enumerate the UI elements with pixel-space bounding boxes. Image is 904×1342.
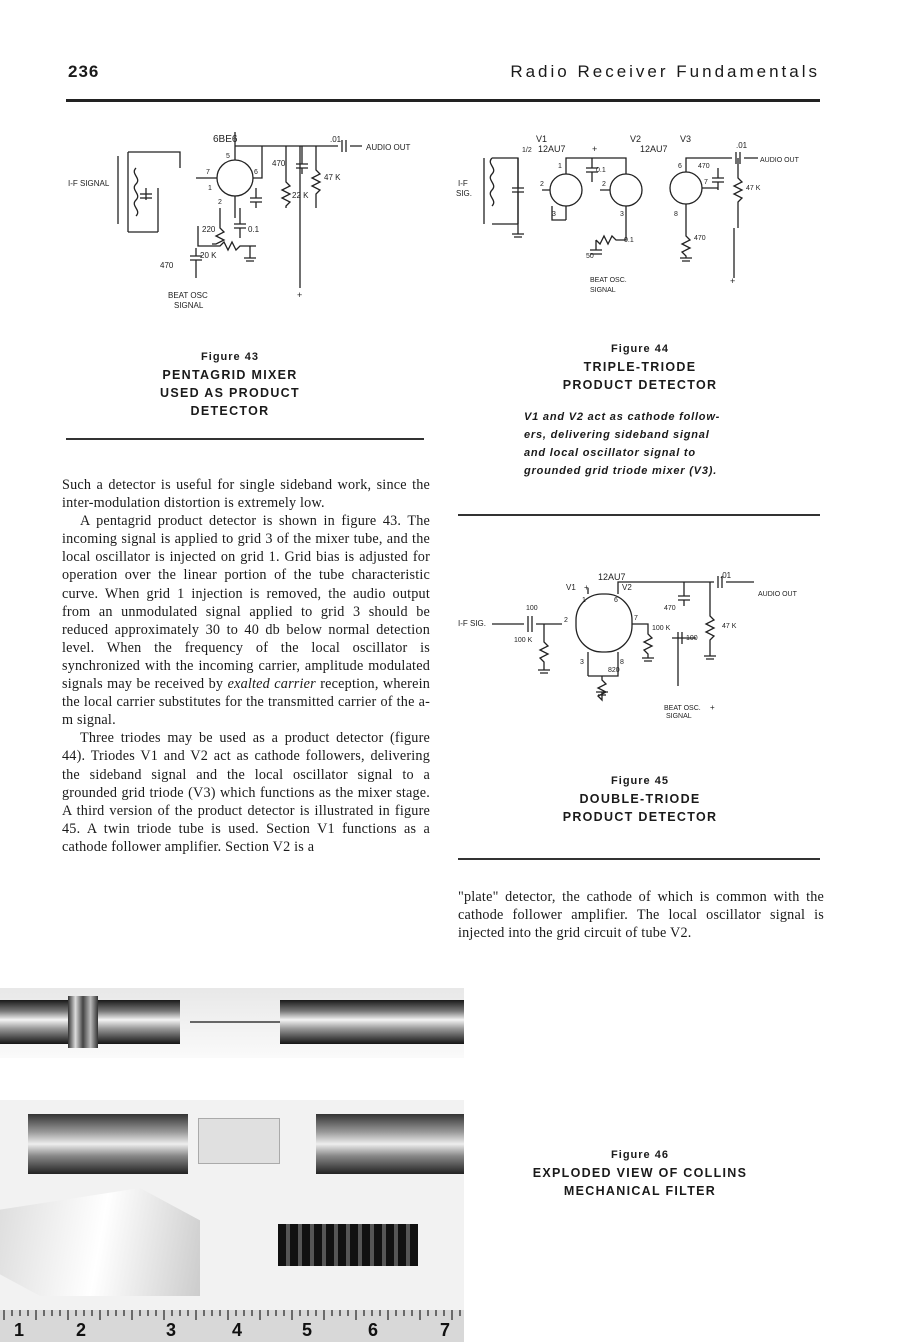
fig45-c100: 100: [526, 605, 538, 612]
fig44-audio-out: AUDIO OUT: [760, 157, 799, 164]
fig45-cap-out: .01: [720, 571, 732, 580]
fig44-pin2b: 2: [602, 181, 606, 188]
fig45-if-sig: I-F SIG.: [458, 619, 486, 628]
fig44-signal: SIGNAL: [590, 287, 616, 294]
ruler-num-1: 1: [14, 1320, 25, 1340]
fig45-pin8: 8: [620, 659, 624, 666]
fig43-r22k: 22 K: [292, 191, 309, 200]
fig44-r470: 470: [698, 163, 710, 170]
fig45-v1: V1: [566, 583, 576, 592]
ruler-num-7: 7: [440, 1320, 451, 1340]
transducer-block: [198, 1118, 280, 1164]
figure-44-title-line1: TRIPLE-TRIODE: [583, 360, 697, 374]
paragraph-3: Three triodes may be used as a product detector (figure 44). Triodes V1 and V2 act as cathode followers, delivering the sideband signal and the local oscillator signal to a grounded grid triode (V3) which functions as the mixer stage. A third version of the product detector is illustrated in figure 45. A twin triode tube is used. Section V1 functions as a cathode follower amplifier. Section V2 is a: [62, 730, 430, 855]
ruler-num-4: 4: [232, 1320, 243, 1340]
fig45-r47k: 47 K: [722, 623, 737, 630]
filter-photo-parts: [0, 1100, 464, 1310]
figure-44-note-line4: grounded grid triode mixer (V3).: [524, 465, 718, 477]
fig43-pin1: 1: [208, 185, 212, 192]
ruler-num-3: 3: [166, 1320, 177, 1340]
fig44-c01: 0.1: [596, 167, 606, 174]
fig45-tube: 12AU7: [598, 572, 626, 582]
fig44-v23-type: 12AU7: [640, 144, 668, 154]
fig45-plus-b: +: [710, 703, 715, 712]
figure-43-schematic: [60, 128, 440, 318]
fig43-pin2: 2: [218, 199, 222, 206]
running-title: Radio Receiver Fundamentals: [510, 62, 820, 81]
housing-wire: [190, 1021, 280, 1023]
figure-46-title-line1: EXPLODED VIEW OF COLLINS: [532, 1166, 748, 1180]
housing-band: [68, 996, 98, 1048]
fig45-signal: SIGNAL: [666, 713, 692, 720]
body-right-column: [458, 888, 824, 942]
figure-46-label: Figure 46: [611, 1149, 669, 1161]
fig43-pin5: 5: [226, 153, 230, 160]
fig43-r20k: 20 K: [200, 251, 217, 260]
figure-43-title-line3: DETECTOR: [190, 404, 270, 418]
figure-45-rule: [458, 858, 820, 860]
fig45-pin3: 3: [580, 659, 584, 666]
fig44-half: 1/2: [522, 147, 532, 154]
figure-43-rule: [66, 438, 424, 440]
disc-stack-left: [28, 1114, 188, 1174]
figure-45-schematic: [452, 566, 832, 726]
paragraph-2-emphasis: exalted carrier: [227, 676, 316, 693]
fig43-cap-out: .01: [330, 135, 342, 144]
fig45-pin2: 2: [564, 617, 568, 624]
fig44-c50: 50: [586, 253, 594, 260]
figure-43-title-line2: USED AS PRODUCT: [160, 386, 300, 400]
fig45-c100b: 100: [686, 635, 698, 642]
ruler-num-2: 2: [76, 1320, 87, 1340]
fig44-pin8: 8: [674, 211, 678, 218]
fig45-v2: V2: [622, 583, 632, 592]
fig44-pin3: 3: [552, 211, 556, 218]
fig44-c01b: 0.1: [624, 237, 634, 244]
fig43-r47k: 47 K: [324, 173, 341, 182]
fig43-if-signal: I-F SIGNAL: [68, 179, 110, 188]
fig43-r220: 220: [202, 225, 216, 234]
fig43-c01: 0.1: [248, 225, 260, 234]
fig44-pin3b: 3: [620, 211, 624, 218]
figure-44-label: Figure 44: [611, 343, 669, 355]
fig45-plus: +: [584, 583, 589, 592]
fig45-pin6: 6: [614, 597, 618, 604]
fig45-r100k-b: 100 K: [652, 625, 671, 632]
body-left-column: [62, 476, 430, 856]
fig45-r470: 470: [664, 605, 676, 612]
fig45-r100k: 100 K: [514, 637, 533, 644]
ruler: [0, 1310, 464, 1342]
figure-46-title-line2: MECHANICAL FILTER: [563, 1184, 717, 1198]
housing-right: [280, 1000, 464, 1044]
figure-43-title-line1: PENTAGRID MIXER: [162, 368, 298, 382]
fig43-pin7: 7: [206, 169, 210, 176]
glass-envelope: [0, 1188, 200, 1296]
fig44-r470b: 470: [694, 235, 706, 242]
fig44-v3: V3: [680, 134, 692, 144]
figure-44-caption: [520, 340, 760, 394]
fig43-pin6: 6: [254, 169, 258, 176]
fig44-plus-top: +: [592, 144, 598, 154]
figure-43-caption: [130, 348, 330, 420]
figure-44-note-line3: and local oscillator signal to: [524, 447, 696, 459]
figure-44-note-line2: ers, delivering sideband signal: [524, 429, 710, 441]
figure-43-label: Figure 43: [201, 351, 259, 363]
fig44-pin6: 6: [678, 163, 682, 170]
fig44-v1: V1: [536, 134, 548, 144]
figure-44-note-line1: V1 and V2 act as cathode follow-: [524, 411, 721, 423]
fig45-r820: 820: [608, 667, 620, 674]
fig43-c470: 470: [160, 261, 174, 270]
figure-45-caption: [530, 772, 750, 826]
fig44-v2: V2: [630, 134, 642, 144]
fig44-pin7: 7: [704, 179, 708, 186]
fig45-audio-out: AUDIO OUT: [758, 591, 797, 598]
figure-44-note: [524, 408, 764, 480]
fig43-beat-osc: BEAT OSC: [168, 291, 208, 300]
fig43-tube-label: 6BE6: [213, 134, 238, 145]
fig43-signal: SIGNAL: [174, 301, 204, 310]
figure-46-caption: [490, 1146, 790, 1200]
paragraph-right-1: "plate" detector, the cathode of which is common with the cathode follower amplifier. The local oscillator signal is injected into the grid circuit of tube V2.: [458, 889, 824, 942]
fig44-v1-type: 12AU7: [538, 144, 566, 154]
paragraph-2: [62, 512, 430, 729]
coil-spring: [278, 1224, 418, 1266]
fig43-audio-out: AUDIO OUT: [366, 143, 411, 152]
figure-44-schematic: [448, 128, 828, 298]
figure-45-title-line1: DOUBLE-TRIODE: [579, 792, 701, 806]
figure-44-title-line2: PRODUCT DETECTOR: [562, 378, 718, 392]
fig44-if: I-F: [458, 179, 468, 188]
fig44-pin1: 1: [558, 163, 562, 170]
fig44-pin2: 2: [540, 181, 544, 188]
fig43-plus: +: [297, 290, 303, 300]
ruler-num-6: 6: [368, 1320, 379, 1340]
disc-stack-right: [316, 1114, 464, 1174]
fig45-pin1: 1: [582, 597, 586, 604]
figure-44-rule: [458, 514, 820, 516]
figure-45-title-line2: PRODUCT DETECTOR: [562, 810, 718, 824]
filter-photo-housing: [0, 988, 464, 1058]
page-number: 236: [68, 62, 100, 81]
fig44-beat-osc: BEAT OSC.: [590, 277, 627, 284]
ruler-num-5: 5: [302, 1320, 313, 1340]
fig45-pin7: 7: [634, 615, 638, 622]
paragraph-1: Such a detector is useful for single sideband work, since the inter-modulation distortion is extremely low.: [62, 477, 430, 512]
paragraph-2-part-a: A pentagrid product detector is shown in figure 43. The incoming signal is applied to grid 3 of the mixer tube, and the local oscillator is injected on grid 1. Grid bias is adjusted for operation over the linear portion of the tube characteristic curve. When grid 1 injection is removed, the audio output from an unmodulated signal applied to grid 3 should be reduced approximately 30 to 40 db below normal detection level. When the frequency of the local oscillator is synchronized with the incoming carrier, amplitude modulated signals may be received by: [62, 513, 430, 693]
fig44-plus: +: [730, 276, 736, 286]
header-rule: [66, 99, 820, 102]
figure-45-label: Figure 45: [611, 775, 669, 787]
fig44-sig: SIG.: [456, 189, 473, 198]
fig45-beat-osc: BEAT OSC.: [664, 705, 701, 712]
fig44-r47k: 47 K: [746, 185, 761, 192]
fig43-r470: 470: [272, 159, 286, 168]
paragraph-2-part-b: reception, wherein the local carrier substitutes for the transmitted carrier of the a-m signal.: [62, 676, 430, 729]
fig44-cap-out: .01: [736, 141, 748, 150]
